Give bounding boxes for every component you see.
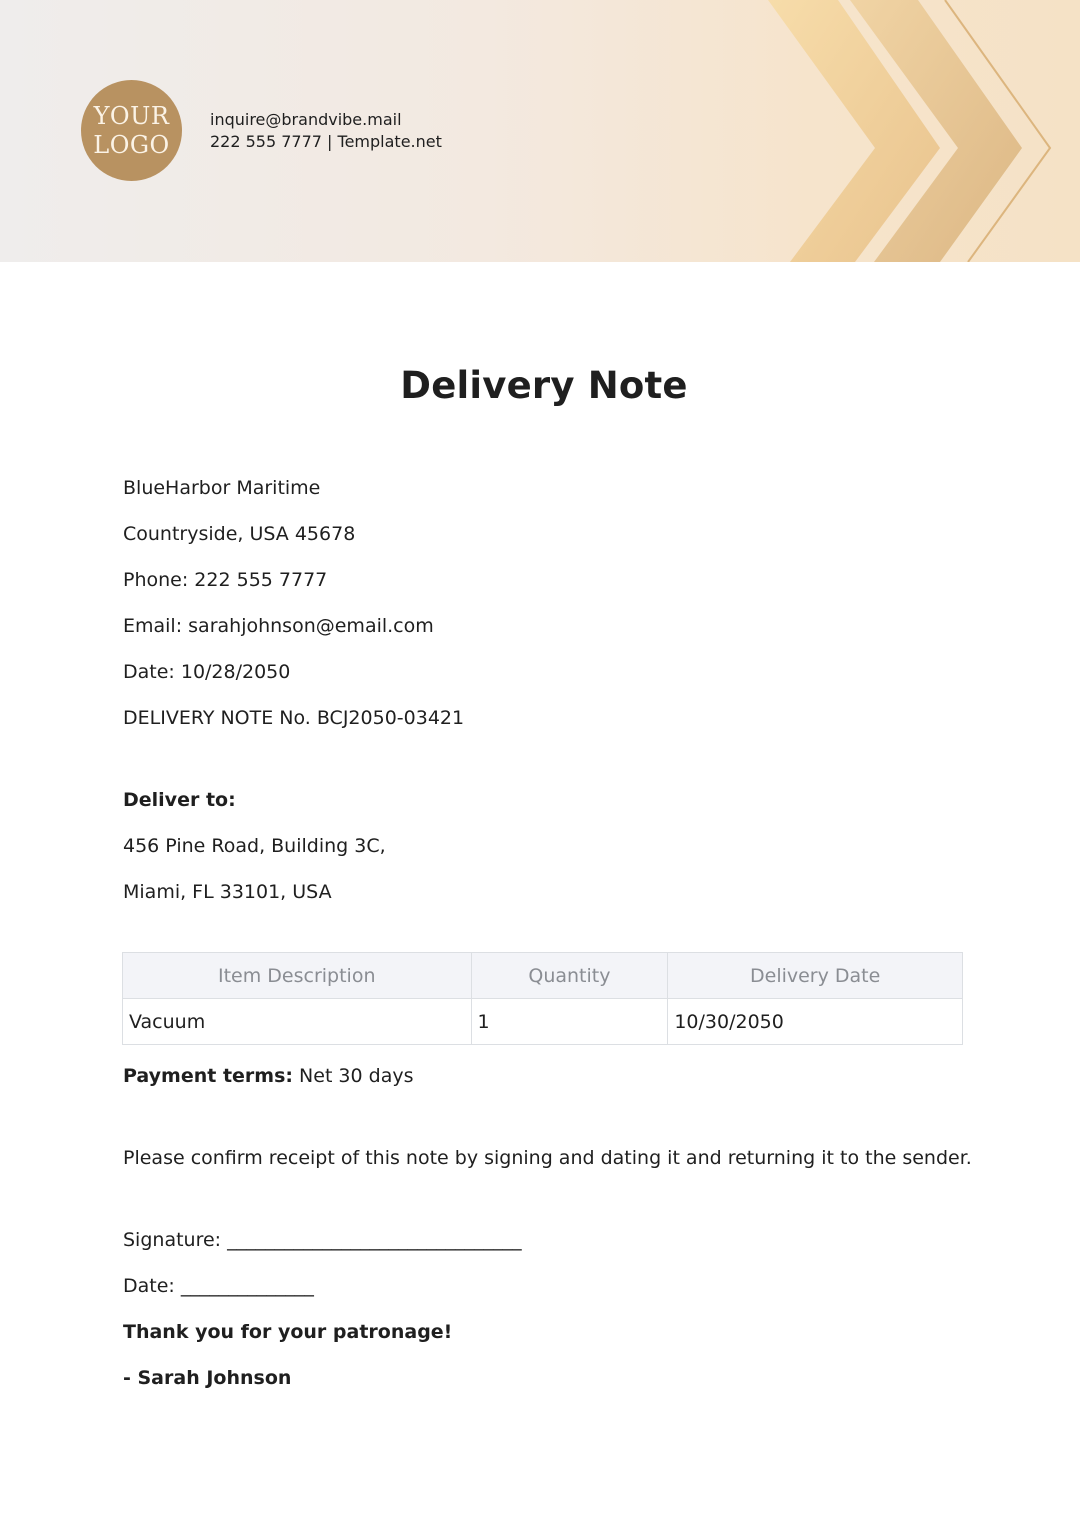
deliver-to-line1: 456 Pine Road, Building 3C, — [123, 835, 386, 857]
document-date: Date: 10/28/2050 — [123, 661, 291, 683]
sign-off: - Sarah Johnson — [123, 1367, 292, 1389]
sender-phone: Phone: 222 555 7777 — [123, 569, 328, 591]
cell-quantity: 1 — [471, 999, 668, 1045]
company-logo — [81, 80, 182, 181]
header-phone-site: 222 555 7777 | Template.net — [210, 132, 442, 151]
page-header — [0, 0, 1080, 262]
logo-text-line1: YOUR — [93, 101, 170, 130]
payment-terms — [123, 1064, 414, 1088]
column-header-item-description: Item Description — [123, 953, 472, 999]
deliver-to-label: Deliver to: — [123, 789, 236, 811]
header-contact — [210, 109, 442, 153]
logo-text-line2: LOGO — [93, 130, 170, 159]
items-table — [122, 952, 963, 1045]
column-header-quantity: Quantity — [471, 953, 668, 999]
header-email: inquire@brandvibe.mail — [210, 110, 402, 129]
sender-company: BlueHarbor Maritime — [123, 477, 321, 499]
confirmation-instruction: Please confirm receipt of this note by signing and dating it and returning it to the sender. — [123, 1147, 972, 1169]
cell-item-description: Vacuum — [123, 999, 472, 1045]
document-title: Delivery Note — [400, 364, 688, 407]
cell-delivery-date: 10/30/2050 — [668, 999, 963, 1045]
thank-you-message: Thank you for your patronage! — [123, 1321, 453, 1343]
date-line: Date: ______________ — [123, 1275, 314, 1297]
delivery-note-number: DELIVERY NOTE No. BCJ2050-03421 — [123, 707, 465, 729]
sender-email: Email: sarahjohnson@email.com — [123, 615, 434, 637]
deliver-to-line2: Miami, FL 33101, USA — [123, 881, 332, 903]
table-header-row — [123, 953, 963, 999]
payment-terms-label: Payment terms: — [123, 1065, 293, 1087]
sender-address: Countryside, USA 45678 — [123, 523, 356, 545]
payment-terms-value: Net 30 days — [293, 1065, 414, 1087]
table-row — [123, 999, 963, 1045]
column-header-delivery-date: Delivery Date — [668, 953, 963, 999]
signature-line: Signature: _______________________________ — [123, 1229, 522, 1251]
